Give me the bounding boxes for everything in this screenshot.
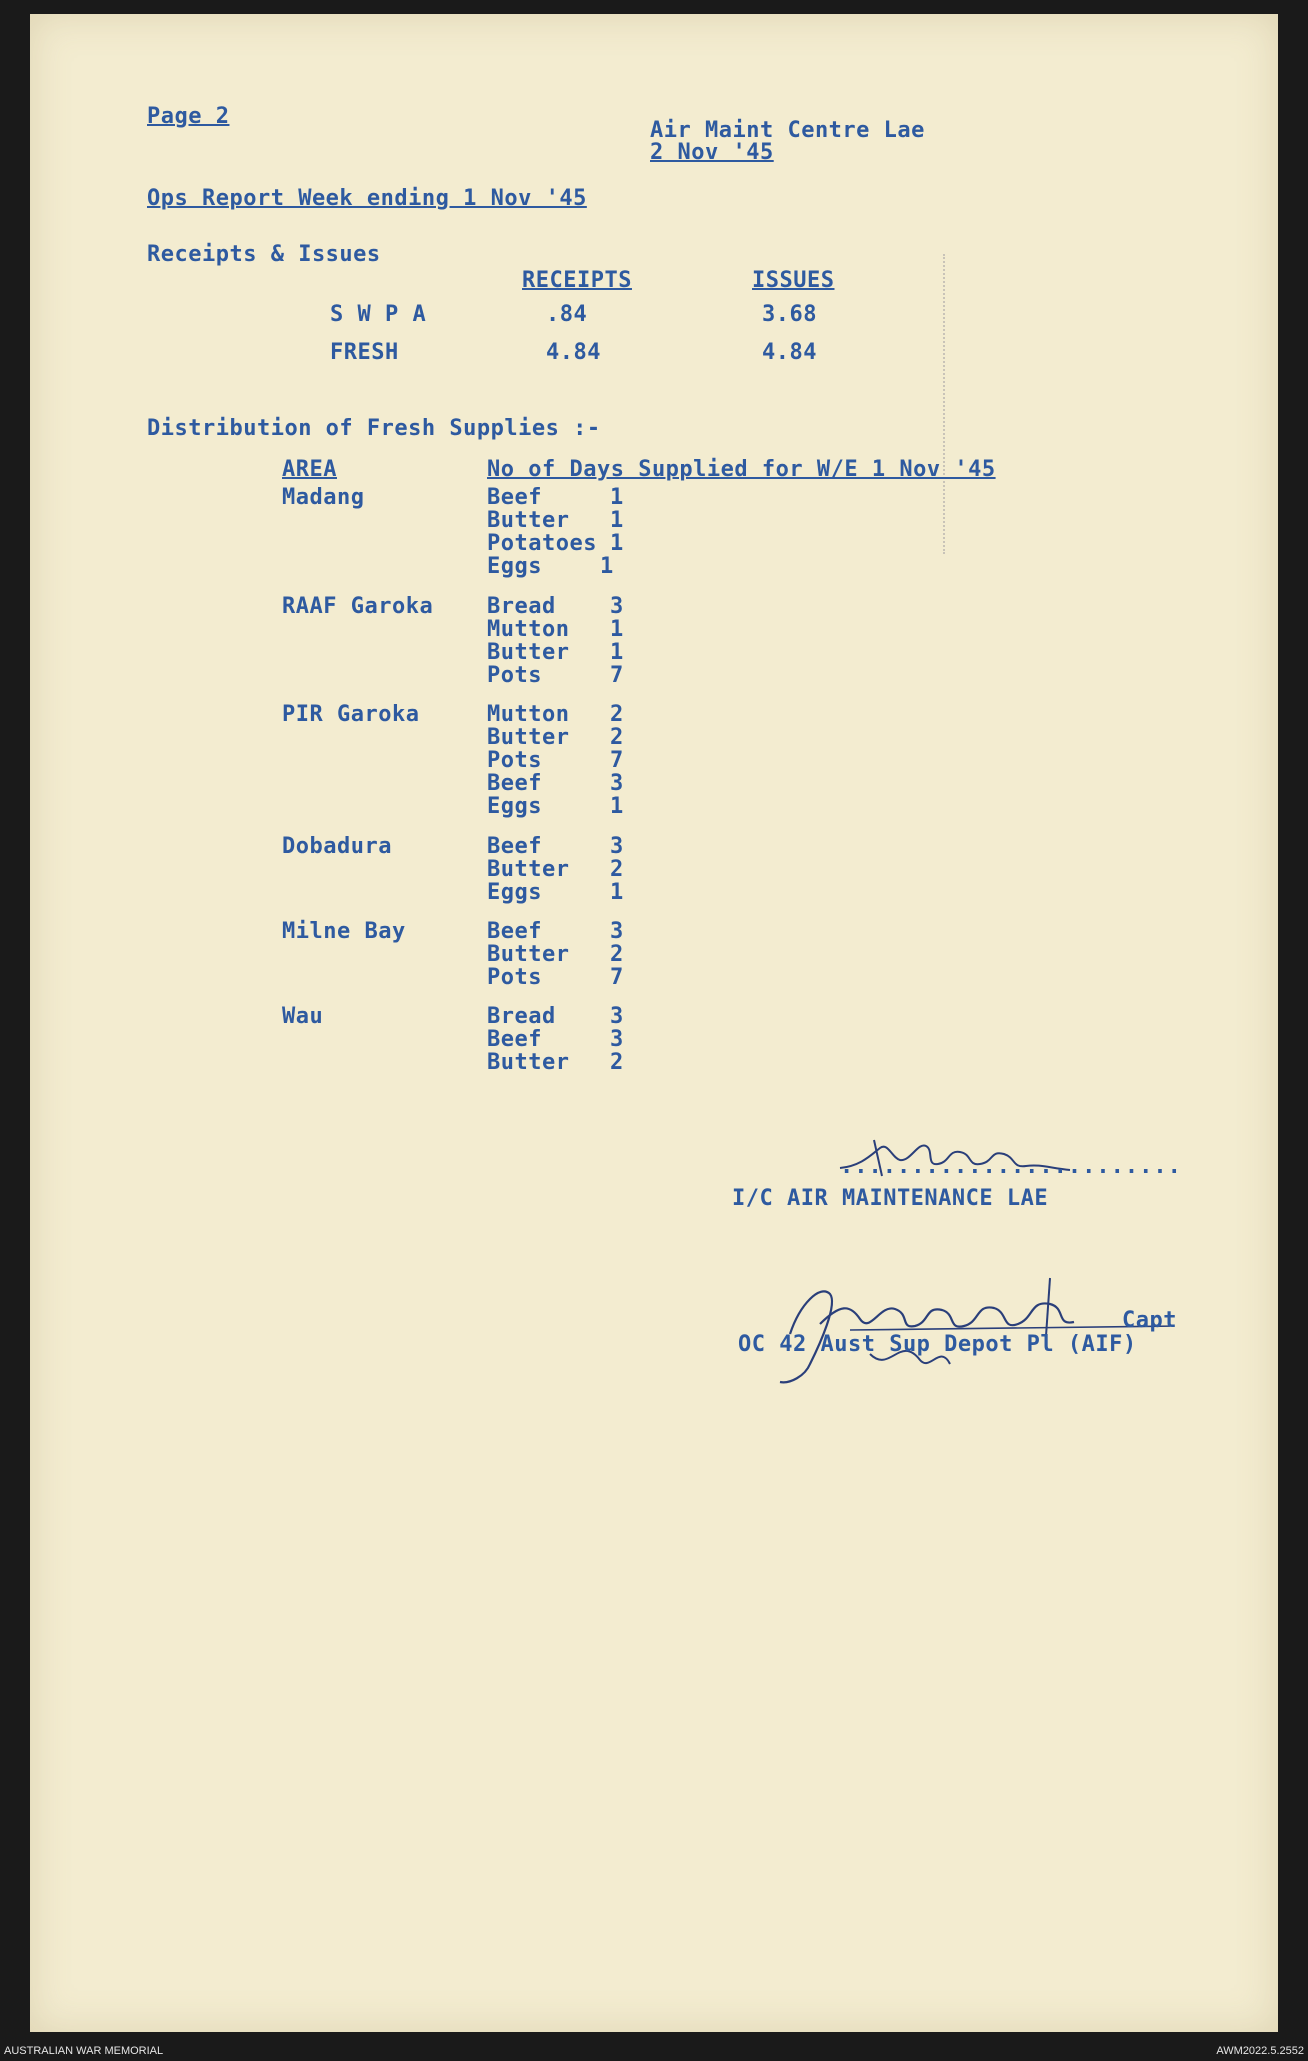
header-org: Air Maint Centre Lae — [650, 118, 925, 143]
supply-item: Butter — [487, 725, 570, 750]
distribution-heading: Distribution of Fresh Supplies :- — [147, 416, 601, 441]
supply-days: 1 — [610, 794, 624, 819]
fold-mark — [943, 254, 945, 554]
supply-days: 2 — [610, 857, 624, 882]
supply-days: 2 — [610, 942, 624, 967]
supply-days: 1 — [610, 880, 624, 905]
area-name: Dobadura — [282, 834, 392, 859]
supply-days: 1 — [600, 554, 614, 579]
signature-2-rank: Capt — [1122, 1308, 1177, 1333]
supply-days: 7 — [610, 663, 624, 688]
supply-item: Butter — [487, 857, 570, 882]
supply-item: Mutton — [487, 617, 570, 642]
col-issues-header: ISSUES — [752, 268, 835, 293]
supply-item: Butter — [487, 942, 570, 967]
supply-item: Mutton — [487, 702, 570, 727]
header-date: 2 Nov '45 — [650, 140, 774, 165]
area-name: Wau — [282, 1004, 324, 1029]
supply-item: Bread — [487, 1004, 556, 1029]
supply-days: 3 — [610, 771, 624, 796]
row-issues: 4.84 — [762, 340, 817, 365]
row-receipts: 4.84 — [546, 340, 601, 365]
row-issues: 3.68 — [762, 302, 817, 327]
area-name: Madang — [282, 485, 365, 510]
supply-item: Butter — [487, 640, 570, 665]
supply-days: 7 — [610, 965, 624, 990]
supply-item: Butter — [487, 508, 570, 533]
archive-credit: AUSTRALIAN WAR MEMORIAL — [4, 2045, 164, 2057]
supply-item: Bread — [487, 594, 556, 619]
signature-2-title: OC 42 Aust Sup Depot Pl (AIF) — [738, 1332, 1137, 1357]
supply-days: 2 — [610, 1050, 624, 1075]
supply-days: 3 — [610, 594, 624, 619]
signature-2 — [750, 1264, 1170, 1394]
supply-item: Beef — [487, 919, 542, 944]
area-name: Milne Bay — [282, 919, 406, 944]
col-area-header: AREA — [282, 457, 337, 482]
supply-days: 2 — [610, 702, 624, 727]
signature-1-line: ........................ — [840, 1154, 1182, 1179]
supply-days: 1 — [610, 485, 624, 510]
receipts-issues-heading: Receipts & Issues — [147, 242, 381, 267]
document-page — [30, 14, 1278, 2032]
supply-item: Butter — [487, 1050, 570, 1075]
row-label: S W P A — [330, 302, 427, 327]
signature-1-title: I/C AIR MAINTENANCE LAE — [732, 1186, 1049, 1211]
supply-item: Eggs — [487, 880, 542, 905]
supply-days: 1 — [610, 640, 624, 665]
supply-days: 1 — [610, 531, 624, 556]
archive-reference: AWM2022.5.2552 — [1216, 2045, 1304, 2057]
supply-item: Eggs — [487, 794, 542, 819]
supply-item: Beef — [487, 485, 542, 510]
supply-item: Pots — [487, 748, 542, 773]
supply-item: Pots — [487, 663, 542, 688]
col-receipts-header: RECEIPTS — [522, 268, 632, 293]
supply-item: Potatoes — [487, 531, 597, 556]
supply-days: 2 — [610, 725, 624, 750]
supply-item: Beef — [487, 1027, 542, 1052]
supply-item: Beef — [487, 834, 542, 859]
supply-days: 1 — [610, 508, 624, 533]
report-title: Ops Report Week ending 1 Nov '45 — [147, 186, 587, 211]
supply-days: 3 — [610, 1004, 624, 1029]
page-label: Page 2 — [147, 104, 230, 129]
supply-item: Pots — [487, 965, 542, 990]
area-name: RAAF Garoka — [282, 594, 434, 619]
col-days-header: No of Days Supplied for W/E 1 Nov '45 — [487, 457, 996, 482]
row-receipts: .84 — [546, 302, 588, 327]
supply-days: 3 — [610, 834, 624, 859]
supply-item: Beef — [487, 771, 542, 796]
area-name: PIR Garoka — [282, 702, 420, 727]
supply-days: 3 — [610, 1027, 624, 1052]
supply-days: 1 — [610, 617, 624, 642]
row-label: FRESH — [330, 340, 399, 365]
supply-item: Eggs — [487, 554, 542, 579]
supply-days: 7 — [610, 748, 624, 773]
supply-days: 3 — [610, 919, 624, 944]
